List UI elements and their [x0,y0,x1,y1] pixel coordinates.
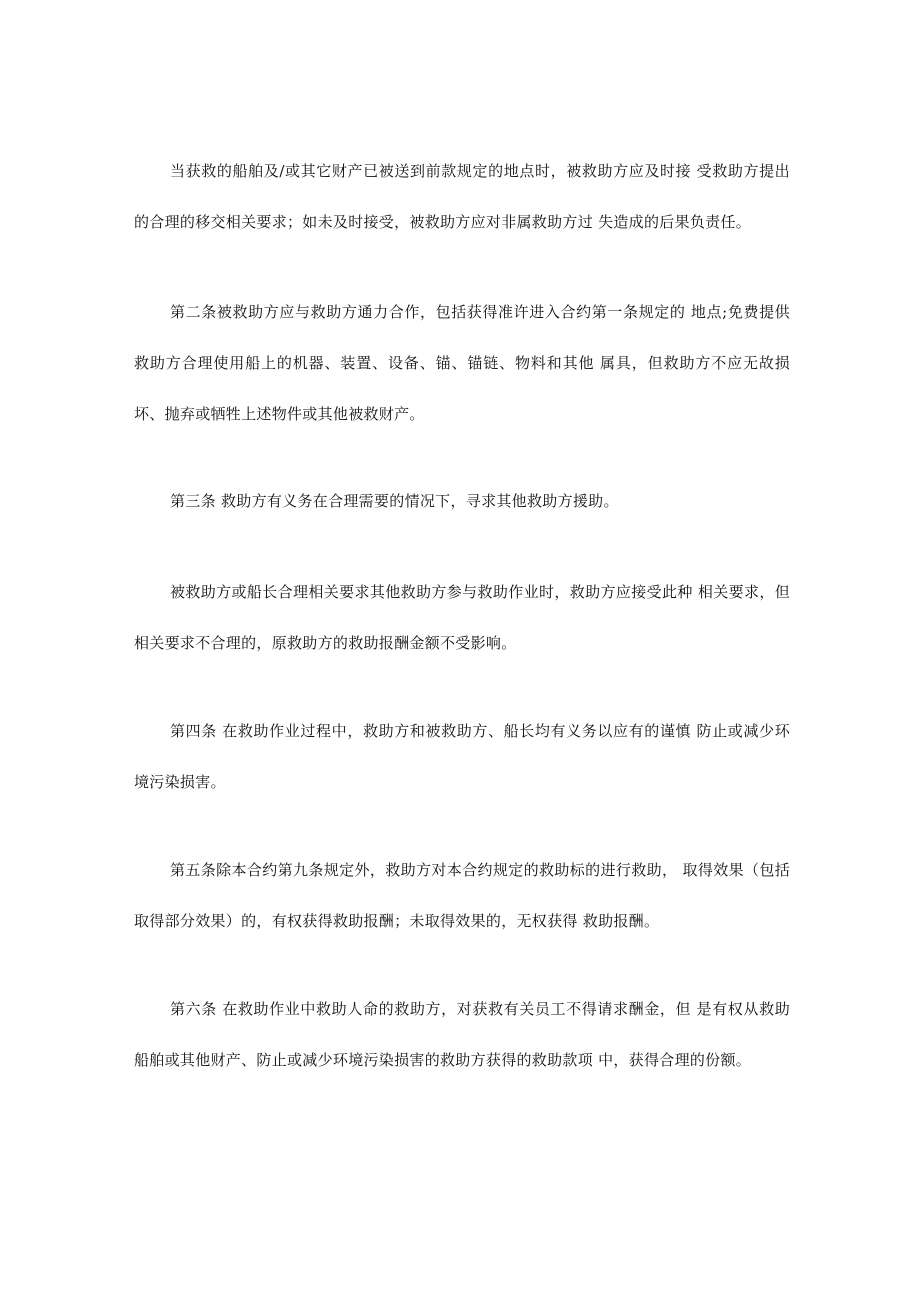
paragraph-other-salvors: 被救助方或船长合理相关要求其他救助方参与救助作业时，救助方应接受此种 相关要求，但相关要求不合理的，原救助方的救助报酬金额不受影响。 [134,583,790,652]
paragraph-article-3: 第三条 救助方有义务在合理需要的情况下，寻求其他救助方援助。 [170,492,619,510]
paragraph-article-6: 第六条 在救助作业中救助人命的救助方，对获救有关员工不得请求酬金，但 是有权从救助船舶或其他财产、防止或减少环境污染损害的救助方获得的救助款项 中，获得合理的份额。 [134,1000,790,1069]
paragraph-handover: 当获救的船舶及/或其它财产已被送到前款规定的地点时，被救助方应及时接 受救助方提出的合理的移交相关要求；如未及时接受，被救助方应对非属救助方过 失造成的后果负责任。 [134,162,790,231]
paragraph-article-5: 第五条除本合约第九条规定外，救助方对本合约规定的救助标的进行救助， 取得效果（包括取得部分效果）的，有权获得救助报酬；未取得效果的，无权获得 救助报酬。 [134,861,790,930]
paragraph-article-2: 第二条被救助方应与救助方通力合作，包括获得准许进入合约第一条规定的 地点;免费提供救助方合理使用船上的机器、装置、设备、锚、锚链、物料和其他 属具，但救助方不应无故损坏、抛弃或牺牲上述物件或其他被救财产。 [134,303,790,423]
paragraph-article-4: 第四条 在救助作业过程中，救助方和被救助方、船长均有义务以应有的谨慎 防止或减少环境污染损害。 [134,722,790,791]
